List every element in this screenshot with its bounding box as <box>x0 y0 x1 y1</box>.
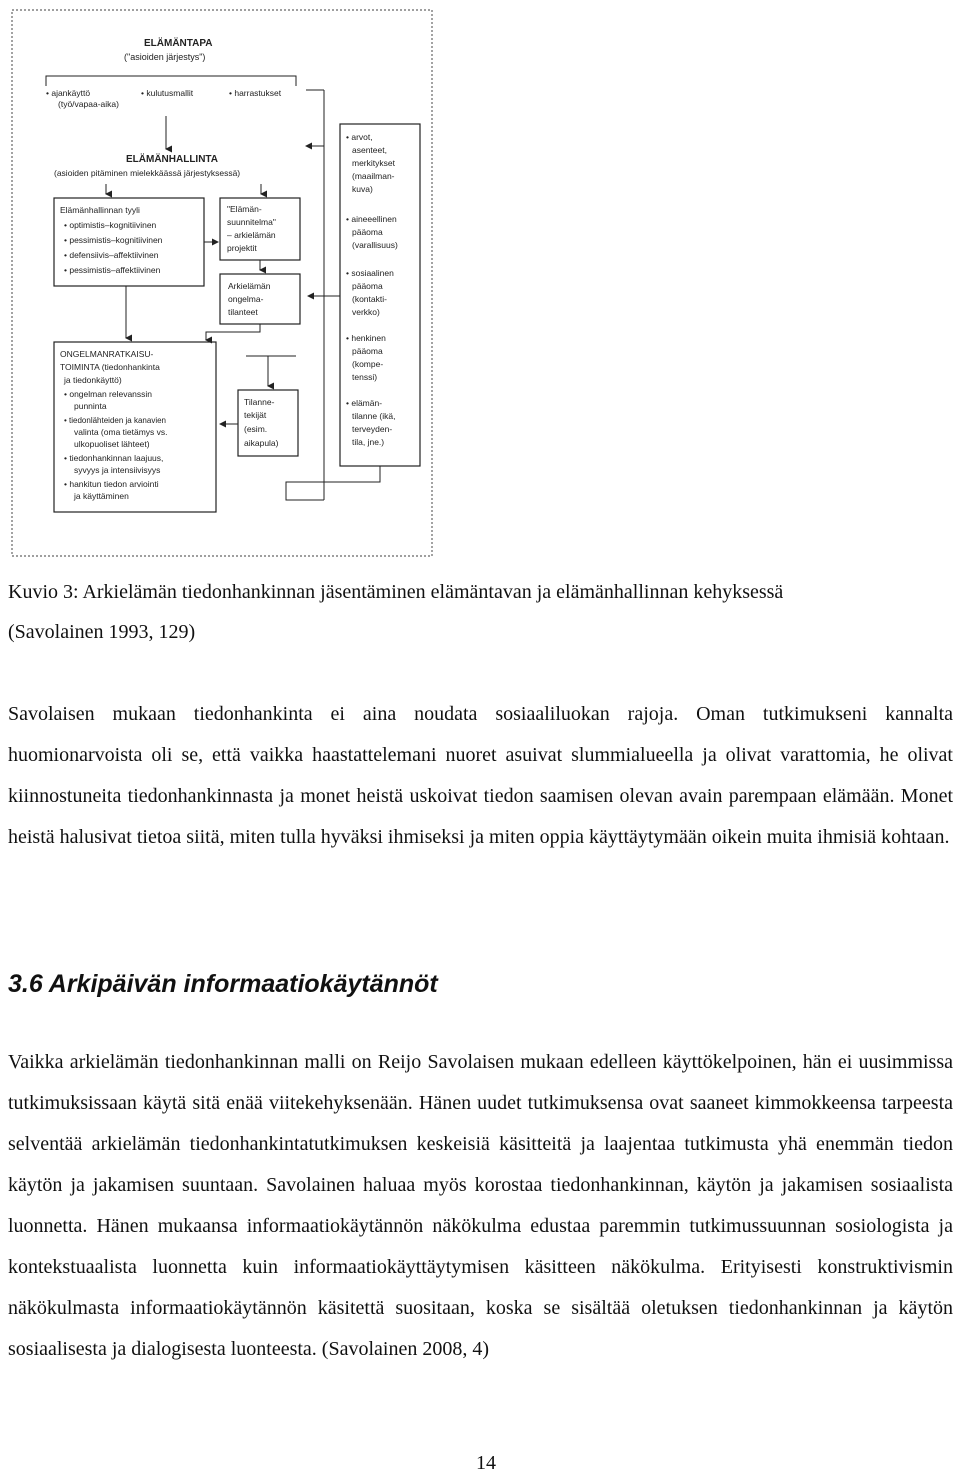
style-box-line: • pessimistis–affektiivinen <box>64 265 161 275</box>
solving-box-line: TOIMINTA (tiedonhankinta <box>60 362 160 372</box>
figure-diagram <box>6 6 436 560</box>
resources-line: • sosiaalinen <box>346 268 394 278</box>
control-subtitle: (asioiden pitäminen mielekkäässä järjestyksessä) <box>54 168 241 178</box>
situation-box-line: aikapula) <box>244 438 279 448</box>
caption-line-1: Kuvio 3: Arkielämän tiedonhankinnan jäsentäminen elämäntavan ja elämänhallinnan kehyksessä <box>8 581 784 603</box>
problem-box-line: ongelma- <box>228 294 264 304</box>
lifestyle-item: (työ/vapaa-aika) <box>58 99 119 109</box>
plan-box-line: "Elämän- <box>227 204 262 214</box>
resources-line: (maailman- <box>352 171 395 181</box>
resources-line: • henkinen <box>346 333 386 343</box>
style-box-line: • pessimistis–kognitiivinen <box>64 235 163 245</box>
page-number: 14 <box>476 1452 496 1474</box>
figure-caption <box>8 572 948 652</box>
solving-box-line: ja käyttäminen <box>74 491 129 501</box>
resources-line: pääoma <box>352 281 383 291</box>
resources-line: merkitykset <box>352 158 395 168</box>
section-heading: 3.6 Arkipäivän informaatiokäytännöt <box>8 970 438 998</box>
situation-box-line: Tilanne- <box>244 397 275 407</box>
resources-line: tilanne (ikä, <box>352 411 396 421</box>
problem-box-line: Arkielämän <box>228 281 271 291</box>
resources-line: • arvot, <box>346 132 373 142</box>
resources-line: • aineeellinen <box>346 214 397 224</box>
plan-box-line: projektit <box>227 243 257 253</box>
resources-line: asenteet, <box>352 145 387 155</box>
resources-line: tenssi) <box>352 372 378 382</box>
lifestyle-item: • harrastukset <box>229 88 282 98</box>
solving-box-line: • tiedonlähteiden ja kanavien <box>64 416 166 425</box>
paragraph-2: Vaikka arkielämän tiedonhankinnan malli on Reijo Savolaisen mukaan edelleen käyttökelpoinen, hän ei uusimmissa tutkimuksissaan käytä sitä enää viitekehyksenään. Hänen uudet tutkimuksensa ovat saaneet kimmokkeensa tarpeesta selventää arkielämän tiedonhankintatutkimuksen keskeisiä käsitteitä ja laajentaa tutkimusta yhä enemmän tiedon käytön ja jakamisen suuntaan. Savolainen haluaa myös korostaa tiedonhankinnan, käytön ja jakamisen sosiaalista luonnetta. Hänen mukaansa informaatiokäytännön näkökulma edustaa paremmin tutkimussuunnan sosiologista ja kontekstuaalista luonnetta kuin informaatiokäyttäytymisen käsitteen näkökulma. Erityisesti konstruktivismin näkökulmasta informaatiokäytännön käsitettä suositaan, koska se sisältää oletuksen tiedonhankinnan ja käytön sosiaalisesta ja dialogisesta luonteesta. (Savolainen 2008, 4) <box>8 1051 953 1360</box>
resources-line: pääoma <box>352 346 383 356</box>
style-box-line: • optimistis–kognitiivinen <box>64 220 157 230</box>
lifestyle-item: • ajankäyttö <box>46 88 91 98</box>
solving-box-line: syvyys ja intensiivisyys <box>74 465 161 475</box>
resources-line: kuva) <box>352 184 373 194</box>
resources-line: tila, jne.) <box>352 437 385 447</box>
caption-line-2: (Savolainen 1993, 129) <box>8 621 196 643</box>
solving-box-line: ONGELMANRATKAISU- <box>60 349 154 359</box>
style-box-line: Elämänhallinnan tyyli <box>60 205 140 215</box>
solving-box-line: ulkopuoliset lähteet) <box>74 439 150 449</box>
plan-box-line: – arkielämän <box>227 230 276 240</box>
resources-line: verkko) <box>352 307 380 317</box>
resources-line: terveyden- <box>352 424 393 434</box>
situation-box-line: (esim. <box>244 424 268 434</box>
resources-line: (kompe- <box>352 359 384 369</box>
solving-box-line: • ongelman relevanssin <box>64 389 153 399</box>
style-box-line: • defensiivis–affektiivinen <box>64 250 159 260</box>
diagram-svg <box>6 6 436 560</box>
situation-box-line: tekijät <box>244 410 267 420</box>
resources-line: (kontakti- <box>352 294 387 304</box>
solving-box-line: punninta <box>74 401 107 411</box>
plan-box-line: suunnitelma" <box>227 217 276 227</box>
lifestyle-subtitle: ("asioiden järjestys") <box>124 52 206 62</box>
solving-box-line: valinta (oma tietämys vs. <box>74 427 168 437</box>
problem-box-line: tilanteet <box>228 307 258 317</box>
solving-box-line: ja tiedonkäyttö) <box>64 375 122 385</box>
lifestyle-item: • kulutusmallit <box>141 88 194 98</box>
resources-line: pääoma <box>352 227 383 237</box>
paragraph-1: Savolaisen mukaan tiedonhankinta ei aina noudata sosiaaliluokan rajoja. Oman tutkimukseni kannalta huomionarvoista oli se, että vaikka haastattelemani nuoret asuivat slummialueella ja olivat varattomia, he olivat kiinnostuneita tiedonhankinnasta ja monet heistä uskoivat tiedon saamisen olevan avain parempaan elämään. Monet heistä halusivat tietoa siitä, miten tulla hyväksi ihmiseksi ja miten oppia käyttäytymään oikein muita ihmisiä kohtaan. <box>8 703 953 848</box>
lifestyle-title: ELÄMÄNTAPA <box>144 38 213 49</box>
solving-box-line: • hankitun tiedon arviointi <box>64 479 159 489</box>
resources-line: (varallisuus) <box>352 240 398 250</box>
solving-box-line: • tiedonhankinnan laajuus, <box>64 453 164 463</box>
control-title: ELÄMÄNHALLINTA <box>126 154 219 165</box>
resources-line: • elämän- <box>346 398 383 408</box>
